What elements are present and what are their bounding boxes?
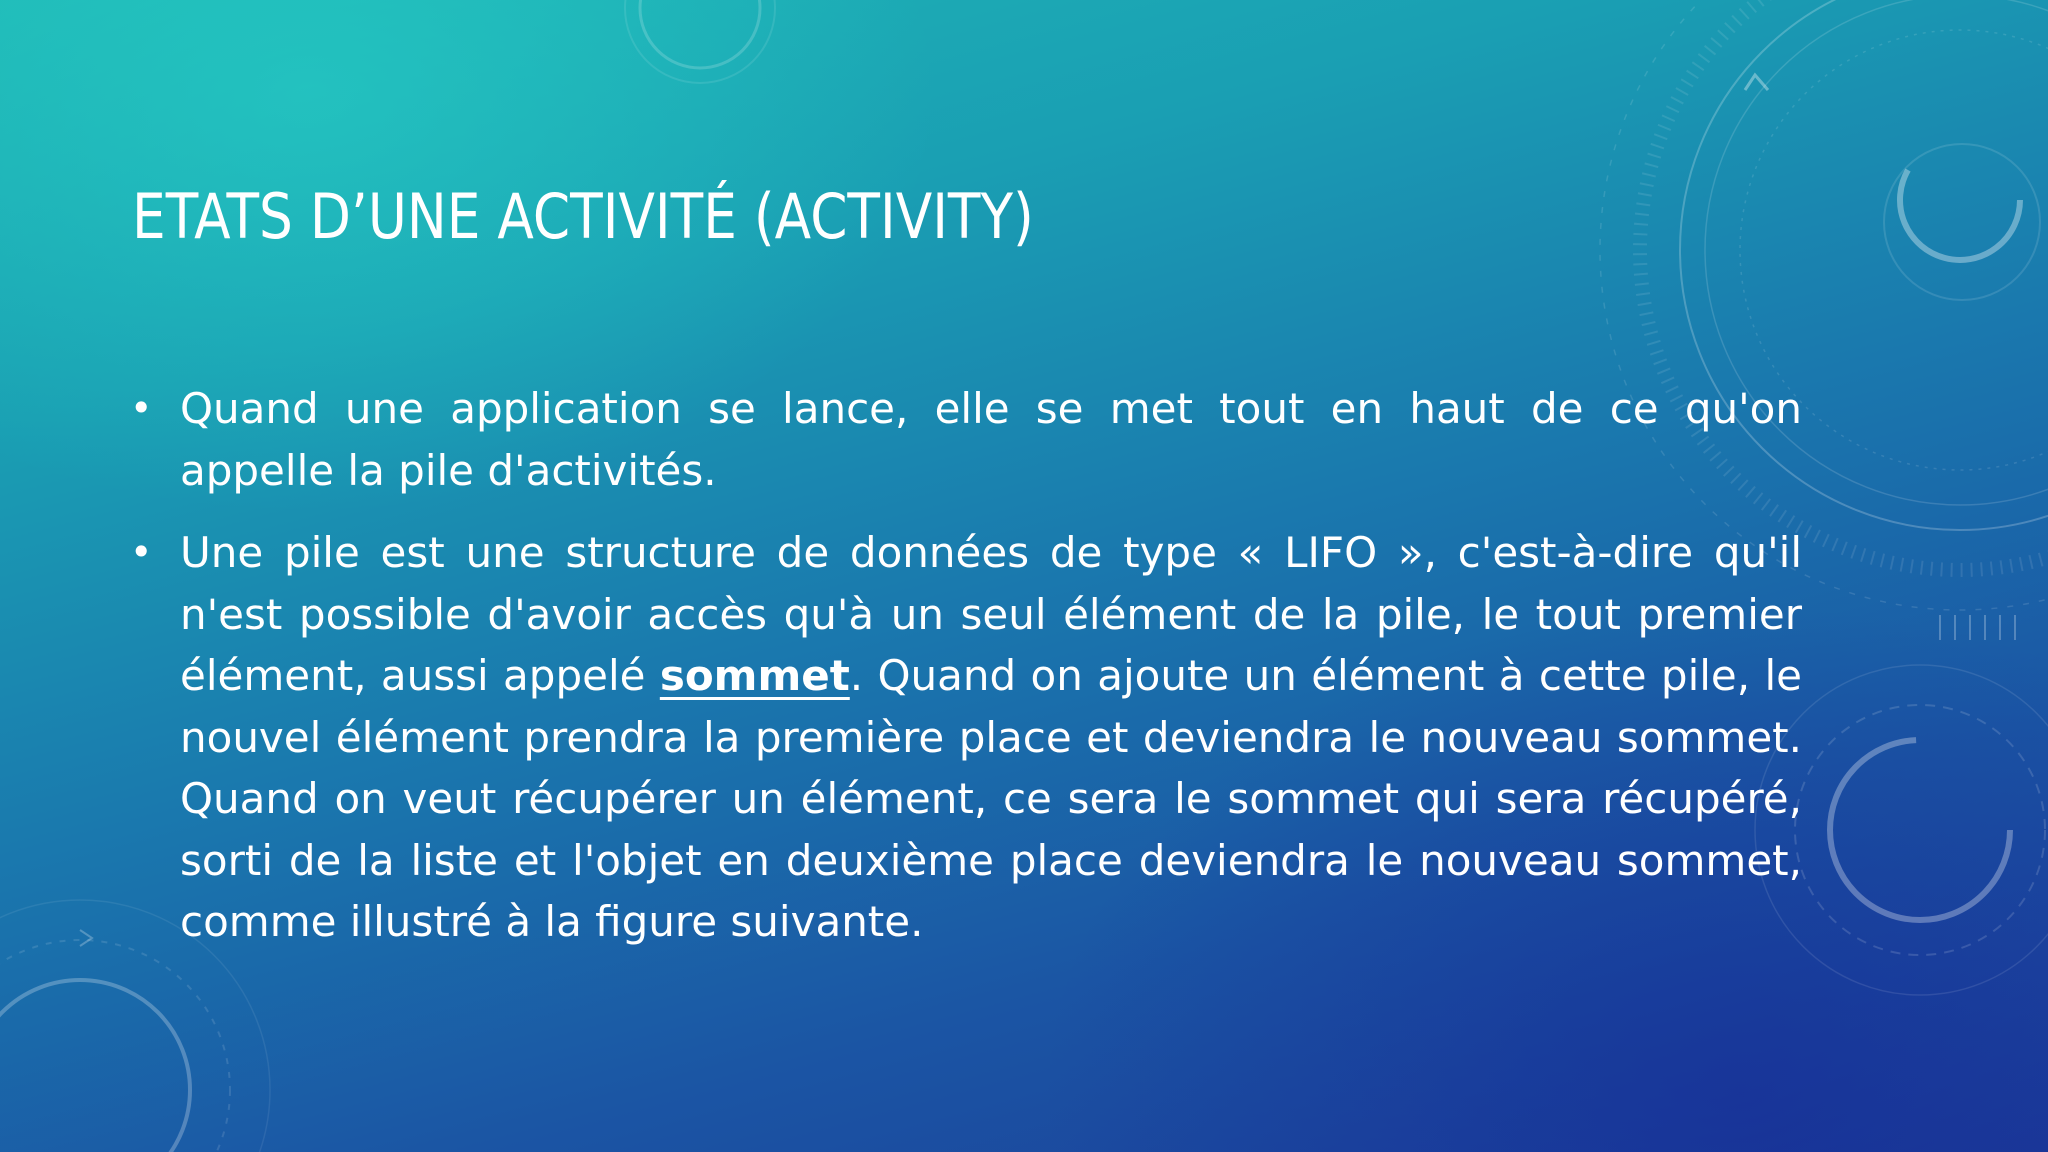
bullet-list — [130, 378, 1802, 974]
bullet-dot-icon: • — [130, 386, 153, 430]
bullet-text-after: . Quand on ajoute un élément à cette pile, le nouvel élément prendra la première place et deviendra le nouveau sommet. Quand on veut récupérer un élément, ce sera le sommet qui sera récupéré, sorti de la liste et l'objet en deuxième place deviendra le nouveau sommet, comme illustré à la figure suivante. — [180, 651, 1802, 946]
bullet-text-before: Une pile est une structure de données de type « LIFO », c'est-à-dire qu'il n'est possible d'avoir accès qu'à un seul élément de la pile, le tout premier élément, aussi appelé — [180, 528, 1802, 700]
bullet-text-lifo — [180, 522, 1802, 953]
bullet-dot-icon: • — [130, 530, 153, 574]
emphasis-sommet: sommet — [659, 651, 850, 700]
bullet-text-launch: Quand une application se lance, elle se met tout en haut de ce qu'on appelle la pile d'activités. — [180, 384, 1802, 495]
list-item — [130, 522, 1802, 953]
list-item — [130, 378, 1802, 501]
slide-title: ETATS D’UNE ACTIVITÉ (ACTIVITY) — [132, 180, 1034, 253]
